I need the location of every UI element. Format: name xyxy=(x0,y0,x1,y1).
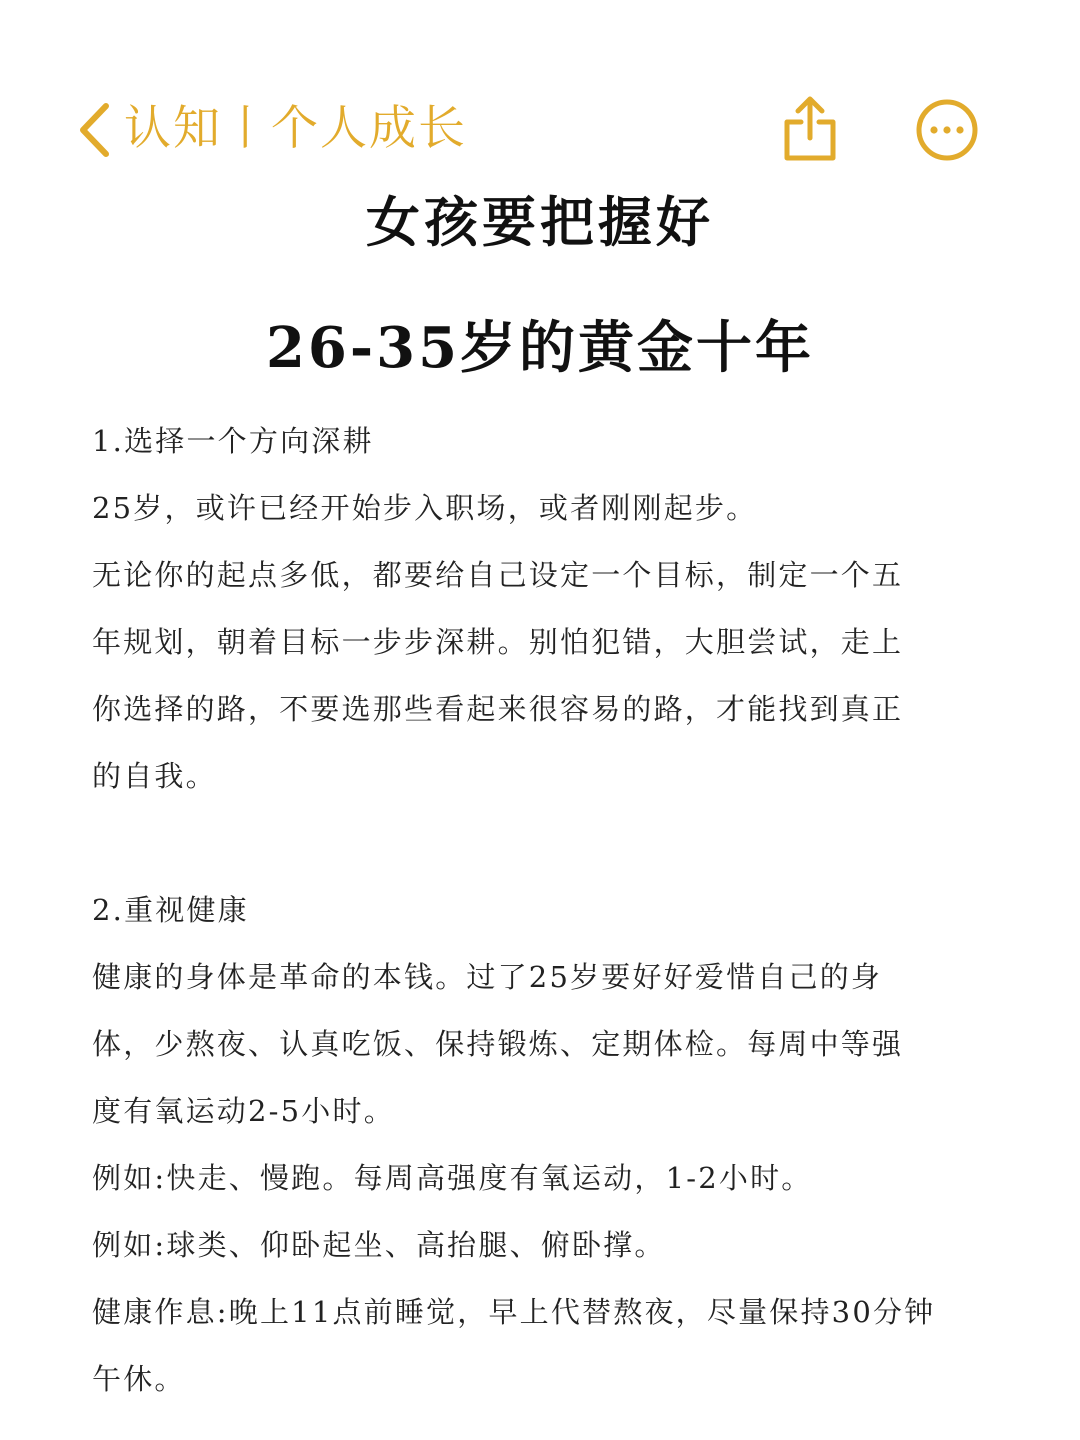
chevron-left-icon xyxy=(76,101,112,159)
section1-line: 的自我。 xyxy=(92,759,217,793)
section2-line: 例如:球类、仰卧起坐、高抬腿、俯卧撑。 xyxy=(92,1228,666,1262)
section2-line: 度有氧运动2-5小时。 xyxy=(92,1094,395,1128)
more-icon xyxy=(914,97,980,163)
share-icon xyxy=(780,94,840,164)
section2-line: 午休。 xyxy=(92,1362,186,1396)
share-button[interactable] xyxy=(780,94,840,164)
section1-line: 你选择的路，不要选那些看起来很容易的路，才能找到真正 xyxy=(92,692,904,726)
section1-line: 年规划，朝着目标一步步深耕。别怕犯错，大胆尝试，走上 xyxy=(92,625,904,659)
section1-heading: 1.选择一个方向深耕 xyxy=(92,424,374,458)
section2-line: 健康作息:晚上11点前睡觉，早上代替熬夜，尽量保持30分钟 xyxy=(92,1295,936,1329)
top-nav-bar xyxy=(0,88,1080,174)
section2-line: 健康的身体是革命的本钱。过了25岁要好好爱惜自己的身 xyxy=(92,960,883,994)
article-title-line2: 26-35岁的黄金十年 xyxy=(265,315,815,381)
section2-heading: 2.重视健康 xyxy=(92,893,249,927)
section1-line: 无论你的起点多低，都要给自己设定一个目标，制定一个五 xyxy=(92,558,904,592)
nav-title: 认知丨个人成长 xyxy=(124,101,467,156)
back-button[interactable] xyxy=(72,98,116,162)
section2-line: 体，少熬夜、认真吃饭、保持锻炼、定期体检。每周中等强 xyxy=(92,1027,904,1061)
section-spacer xyxy=(92,810,992,877)
section1-line: 25岁，或许已经开始步入职场，或者刚刚起步。 xyxy=(92,491,758,525)
more-button[interactable] xyxy=(914,97,980,163)
section2-line: 例如:快走、慢跑。每周高强度有氧运动，1-2小时。 xyxy=(92,1161,813,1195)
article-body xyxy=(92,408,992,1413)
article-title-line1: 女孩要把握好 xyxy=(366,190,714,254)
